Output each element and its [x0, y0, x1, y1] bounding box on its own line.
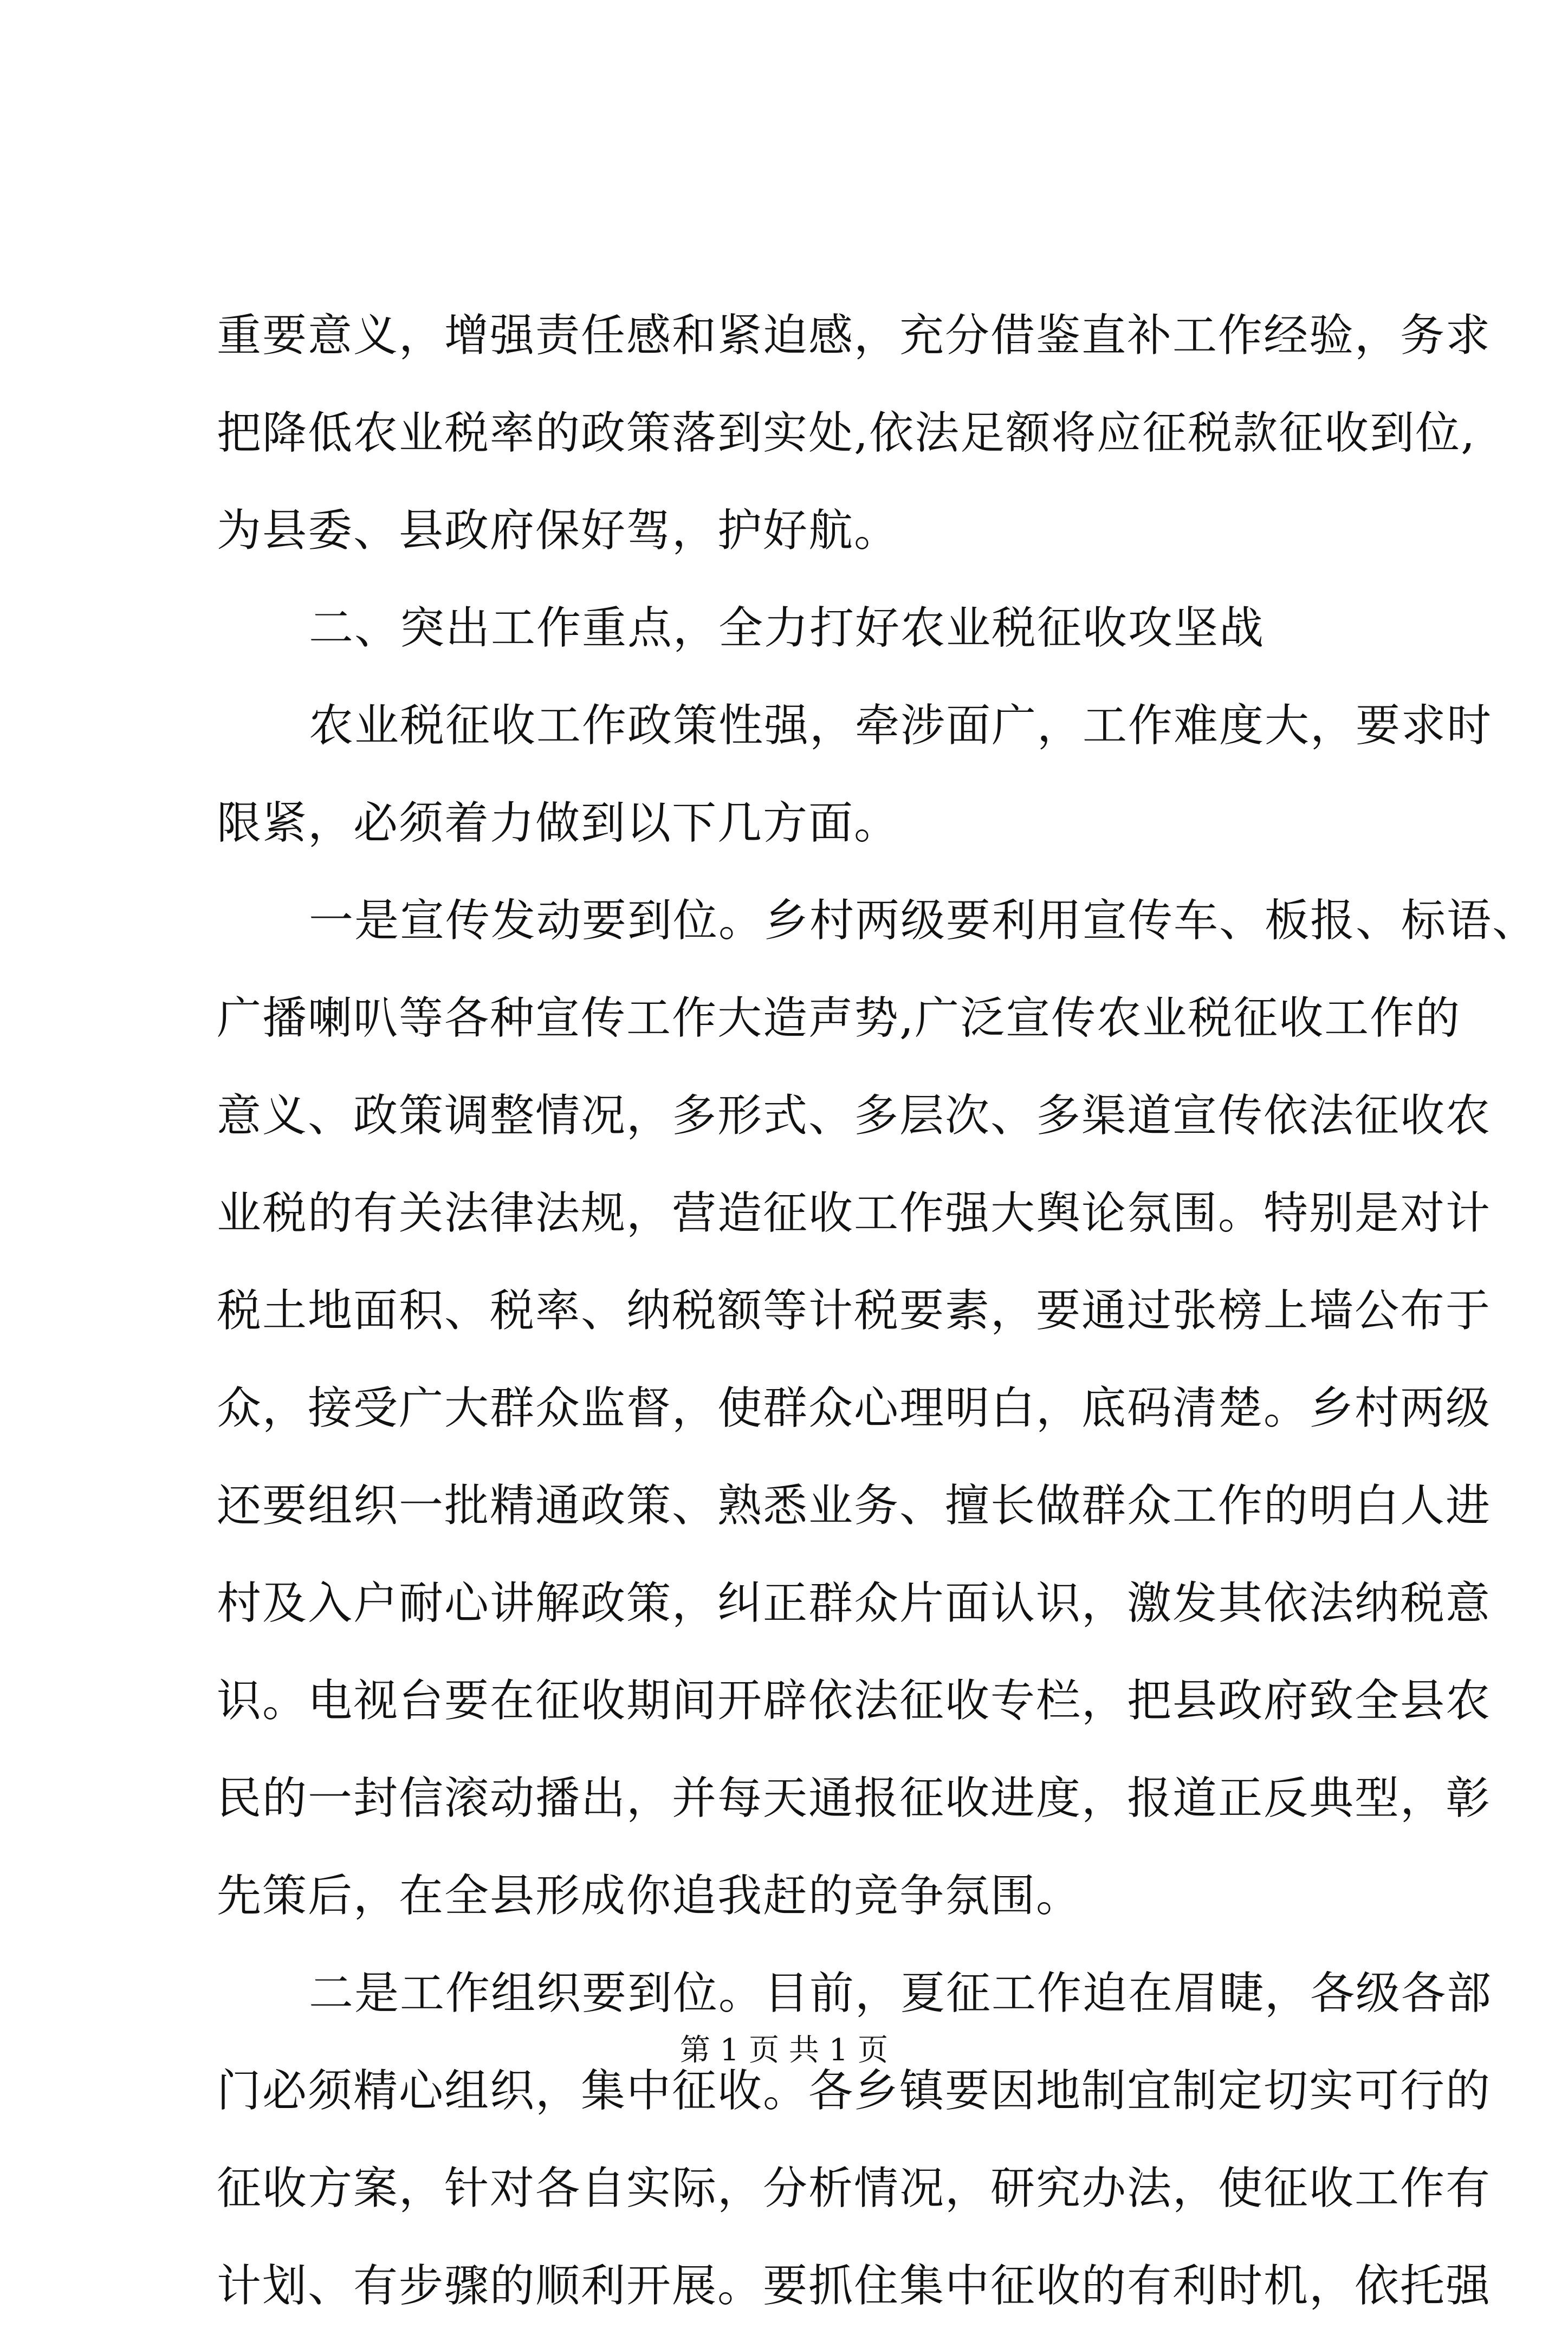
text-line: 计划、有步骤的顺利开展。要抓住集中征收的有利时机，依托强: [217, 2260, 1492, 2312]
text-line: 广播喇叭等各种宣传工作大造声势,广泛宣传农业税征收工作的: [217, 993, 1461, 1044]
text-line: 识。电视台要在征收期间开辟依法征收专栏，把县政府致全县农: [217, 1675, 1492, 1727]
text-line: 重要意义，增强责任感和紧迫感，充分借鉴直补工作经验，务求: [217, 310, 1492, 361]
text-line: 民的一封信滚动播出，并每天通报征收进度，报道正反典型，彰: [217, 1773, 1492, 1824]
document-body: [217, 287, 1538, 2335]
text-line: 先策后，在全县形成你追我赶的竞争氛围。: [217, 1870, 1082, 1922]
text-line: 征收方案，针对各自实际，分析情况，研究办法，使征收工作有: [217, 2163, 1492, 2214]
text-line: 业税的有关法律法规，营造征收工作强大舆论氛围。特别是对计: [217, 1188, 1492, 1239]
text-line: 限紧，必须着力做到以下几方面。: [217, 797, 900, 849]
text-line: 把降低农业税率的政策落到实处,依法足额将应征税款征收到位,: [217, 407, 1476, 459]
text-line: 还要组织一批精通政策、熟悉业务、擅长做群众工作的明白人进: [217, 1480, 1492, 1532]
text-line: 为县委、县政府保好驾，护好航。: [217, 505, 900, 556]
page-footer: 第 1 页 共 1 页: [679, 2033, 889, 2068]
text-line: 二是工作组织要到位。目前，夏征工作迫在眉睫，各级各部: [309, 1968, 1493, 2019]
text-line: 村及入户耐心讲解政策，纠正群众片面认识，激发其依法纳税意: [217, 1578, 1492, 1629]
text-line: 二、突出工作重点，全力打好农业税征收攻坚战: [309, 602, 1265, 654]
text-line: 一是宣传发动要到位。乡村两级要利用宣传车、板报、标语、: [309, 895, 1538, 946]
text-line: 众，接受广大群众监督，使群众心理明白，底码清楚。乡村两级: [217, 1383, 1492, 1434]
text-line: 农业税征收工作政策性强，牵涉面广，工作难度大，要求时: [309, 700, 1493, 751]
text-line: 门必须精心组织，集中征收。各乡镇要因地制宜制定切实可行的: [217, 2065, 1492, 2117]
text-line: 税土地面积、税率、纳税额等计税要素，要通过张榜上墙公布于: [217, 1285, 1492, 1337]
text-line: 意义、政策调整情况，多形式、多层次、多渠道宣传依法征收农: [217, 1090, 1492, 1141]
